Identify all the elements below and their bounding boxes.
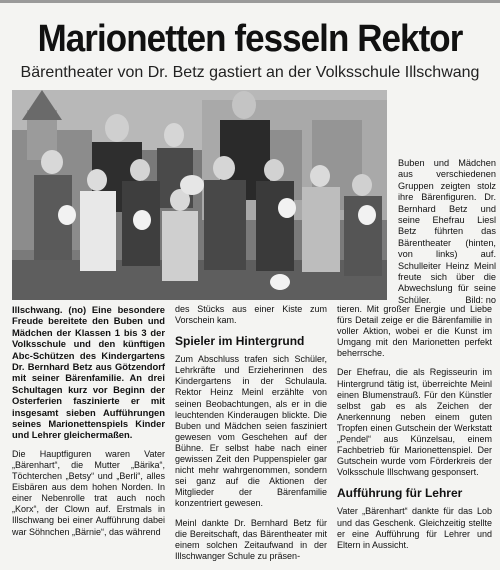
- headline: Marionetten fesseln Rektor: [37, 18, 463, 60]
- article-column-2: [175, 304, 327, 570]
- photo-caption: [398, 158, 496, 306]
- article-photo: [12, 90, 387, 300]
- photo-caption-text: Buben und Mädchen aus verschiedenen Gruppen zeigten stolz ihre Bärenfiguren. Dr. Bernhard Betz und seine Ehefrau Liesl Betz führten das Bärentheater (hinten, von links) auf. Schulleiter Heinz Meinl freute sich über die Abwechslung für seine Schüler.: [398, 158, 496, 305]
- body-paragraph: Die Hauptfiguren waren Vater „Bärenhart“, die Mutter „Bärika“, Töchterchen „Betsy“ und „Berli“, alles Eisbären aus dem hohen Norden. In einer Nebenrolle trat auch noch „Korx“, der Clown auf. Erstmals in Illschwang bei einer Aufführung dabei war Söhnchen „Bärnie“, das während: [12, 448, 165, 537]
- photo-credit: Bild: no: [465, 294, 496, 305]
- body-paragraph: Der Ehefrau, die als Regisseurin im Hintergrund tätig ist, überreichte Meinl einen Blumenstrauß. Für den Künstler selbst gab es als Zeichen der Anerkennung neben einem guten Tropfen einen Gutschein der Werkstatt „Pendel“ aus Künzelsau, einem Fachbetrieb für Marionettenspiel. Der Gutschein wurde vom Förderkreis der Volksschule Illschwang gesponsert.: [337, 367, 492, 478]
- article-column-3: [337, 304, 492, 559]
- article-column-1: [12, 304, 165, 546]
- page-top-edge: [0, 0, 500, 3]
- body-paragraph: tieren. Mit großer Energie und Liebe fürs Detail zeige er die Bärenfamilie in voller Aktion, wobei er die Kunst im Umgang mit den Marionetten perfekt beherrsche.: [337, 304, 492, 359]
- body-paragraph: des Stücks aus einer Kiste zum Vorschein kam.: [175, 304, 327, 326]
- group-photo-image: [12, 90, 387, 300]
- section-heading: Spieler im Hintergrund: [175, 334, 305, 349]
- body-paragraph: Zum Abschluss trafen sich Schüler, Lehrkräfte und Erzieherinnen des Kindergartens in der Schulaula. Rektor Heinz Meinl erzählte von seinen Beobachtungen, als er in die leuchtenden Kinderaugen blickte. Die Buben und Mädchen seien fasziniert gewesen vom Geschehen auf der Bühne. Er selbst habe nach einer gewissen Zeit den Puppenspieler gar nicht mehr wahrgenommen, sondern sei ganz auf die Aktionen der Mitglieder der Bärenfamilie konzentriert gewesen.: [175, 354, 327, 509]
- body-paragraph: Meinl dankte Dr. Bernhard Betz für die Bereitschaft, das Bärentheater mit einem solchen Zeitaufwand in der Illschwanger Schule zu präsen-: [175, 517, 327, 561]
- lead-paragraph: Illschwang. (no) Eine besondere Freude bereitete den Buben und Mädchen der Klassen 1 bis 3 der Volksschule und den künftigen Abc-Schützen des Kindergartens Dr. Bernhard Betz aus Götzendorf mit seiner Bärenfamilie. An drei Schultagen kurz vor Beginn der Osterferien faszinierte er mit insgesamt sieben Aufführungen seines Marionettenspiels Kinder und Lehrer gleichermaßen.: [12, 304, 165, 441]
- subheadline: Bärentheater von Dr. Betz gastiert an der Volksschule Illschwang: [20, 64, 480, 81]
- body-paragraph: Vater „Bärenhart“ dankte für das Lob und das Geschenk. Gleichzeitig stellte er eine Aufführung für Lehrer und Eltern in Aussicht.: [337, 506, 492, 550]
- section-heading: Aufführung für Lehrer: [337, 486, 463, 501]
